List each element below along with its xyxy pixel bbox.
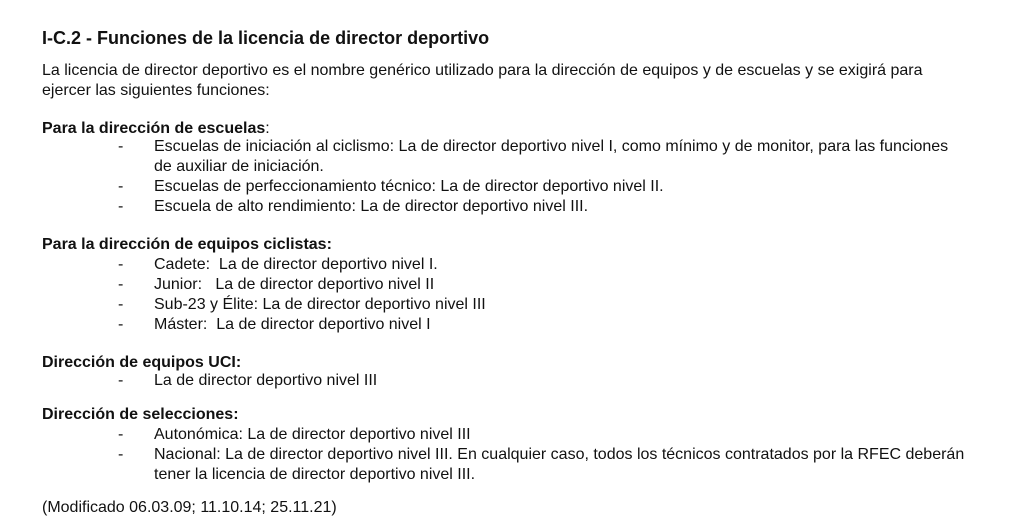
list-item-text: Junior: La de director deportivo nivel II — [154, 276, 435, 293]
dash-bullet: - — [118, 256, 124, 273]
list-item-text: Máster: La de director deportivo nivel I — [154, 316, 431, 333]
modification-note: (Modificado 06.03.09; 11.10.14; 25.11.21) — [42, 499, 337, 516]
list-item — [118, 425, 968, 445]
list-item-text: Escuelas de perfeccionamiento técnico: La de director deportivo nivel II. — [154, 178, 664, 195]
dash-bullet: - — [118, 316, 124, 333]
list-item-text: Cadete: La de director deportivo nivel I. — [154, 256, 438, 273]
list-direccion-equipos-uci — [118, 371, 968, 391]
heading-text: Para la dirección de escuelas — [42, 120, 266, 137]
list-direccion-escuelas — [118, 137, 968, 217]
list-item — [118, 295, 968, 315]
list-item-text: Escuelas de iniciación al ciclismo: La de director deportivo nivel I, como mínimo y de monitor, para las funciones de auxiliar de iniciación. — [154, 138, 949, 175]
list-item-text: Autonómica: La de director deportivo nivel III — [154, 426, 471, 443]
list-item-text: Sub-23 y Élite: La de director deportivo nivel III — [154, 296, 486, 313]
list-item — [118, 371, 968, 391]
heading-direccion-equipos-uci — [42, 353, 241, 373]
heading-text: Dirección de selecciones: — [42, 406, 239, 423]
dash-bullet: - — [118, 178, 124, 195]
list-item — [118, 255, 968, 275]
dash-bullet: - — [118, 426, 124, 443]
list-item — [118, 197, 968, 217]
list-item-text: Escuela de alto rendimiento: La de director deportivo nivel III. — [154, 198, 589, 215]
list-item — [118, 177, 968, 197]
list-item-text: Nacional: La de director deportivo nivel III. En cualquier caso, todos los técnicos contratados por la RFEC deberán tener la licencia de director deportivo nivel III. — [154, 446, 965, 483]
list-item — [118, 275, 968, 295]
intro-paragraph: La licencia de director deportivo es el nombre genérico utilizado para la dirección de equipos y de escuelas y se exigirá para ejercer las siguientes funciones: — [42, 62, 923, 99]
dash-bullet: - — [118, 276, 124, 293]
heading-text: Para la dirección de equipos ciclistas: — [42, 236, 332, 253]
dash-bullet: - — [118, 446, 124, 463]
list-item — [118, 137, 968, 177]
heading-direccion-escuelas — [42, 119, 270, 139]
dash-bullet: - — [118, 138, 124, 155]
heading-text: Dirección de equipos UCI: — [42, 354, 242, 371]
list-item-text: La de director deportivo nivel III — [154, 372, 378, 389]
heading-direccion-selecciones — [42, 405, 239, 425]
list-direccion-equipos-ciclistas — [118, 255, 968, 335]
list-item — [118, 445, 968, 485]
heading-direccion-equipos-ciclistas — [42, 235, 332, 255]
dash-bullet: - — [118, 296, 124, 313]
dash-bullet: - — [118, 198, 124, 215]
dash-bullet: - — [118, 372, 124, 389]
heading-suffix: : — [265, 120, 270, 137]
list-item — [118, 315, 968, 335]
list-direccion-selecciones — [118, 425, 968, 485]
section-title: I-C.2 - Funciones de la licencia de director deportivo — [42, 28, 490, 48]
